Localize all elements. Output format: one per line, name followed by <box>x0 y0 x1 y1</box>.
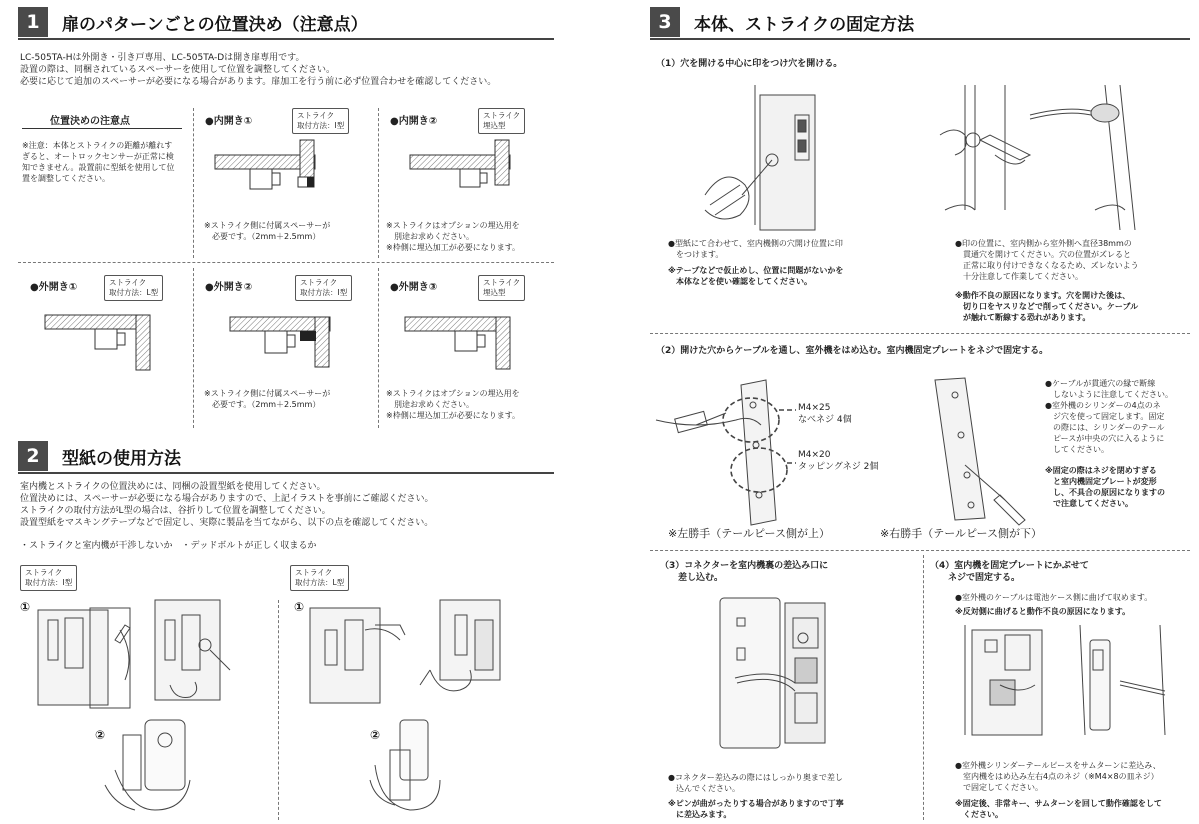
step-1-right-note: ●印の位置に、室内側から室外側へ直径38mmの 貫通穴を開けてください。穴の位置がズレると 正常に取り付けできなくなるため、ズレないよう 十分注意して作業してください。 <box>955 239 1139 281</box>
intro-line: 位置決めには、スペーサーが必要になる場合がありますので、上記イラストを事前にご確認ください。 <box>20 494 434 504</box>
step-4-bottom-warning: ※固定後、非常キー、サムターンを回して動作確認をして ください。 <box>955 799 1162 819</box>
indoor-plate-illustration <box>905 375 1035 525</box>
intro-line: 必要に応じて追加のスペーサーが必要になる場合があります。扉加工を行う前に必ず位置合わせを確認してください。 <box>20 77 497 87</box>
section-2-header <box>18 440 554 474</box>
divider <box>923 555 924 820</box>
right-hand-label: ※右勝手（テールピース側が下） <box>880 527 1043 540</box>
template-right-box: ストライク 取付方法：L型 <box>290 565 349 591</box>
pattern-inner-1-box: ストライク 取付方法：I型 <box>292 108 349 134</box>
pattern-outer-3-diagram <box>400 305 540 375</box>
section-2-intro <box>20 481 554 529</box>
pattern-outer-3-box: ストライク 埋込型 <box>478 275 525 301</box>
template-right-illustration <box>290 600 540 820</box>
template-left-illustration <box>20 600 270 820</box>
pattern-outer-2-title: ●外開き② <box>205 282 253 293</box>
pattern-inner-2-box: ストライク 埋込型 <box>478 108 525 134</box>
section-1-title: 扉のパターンごとの位置決め（注意点） <box>62 14 368 35</box>
section-1-header <box>18 6 554 40</box>
mount-illustration <box>960 625 1175 740</box>
section-1-intro <box>20 52 554 88</box>
pattern-inner-2-title: ●内開き② <box>390 116 438 127</box>
step-2-warning: ※固定の際はネジを閉めすぎる と室内機固定プレートが変形 し、不具合の原因になりますの で注意してください。 <box>1045 466 1165 508</box>
step-4-warning: ※反対側に曲げると動作不良の原因になります。 <box>955 607 1131 616</box>
step-1-marker: ① <box>294 600 305 614</box>
pattern-outer-3-title: ●外開き③ <box>390 282 438 293</box>
divider <box>378 268 379 428</box>
pattern-inner-1-note: ※ストライク側に付属スペーサーが 必要です。（2mm＋2.5mm） <box>204 221 331 241</box>
connector-illustration <box>715 598 830 748</box>
step-2-marker: ② <box>370 728 381 742</box>
caution-text: ※注意：本体とストライクの距離が離れすぎると、オートロックセンサーが正常に検知できません。設置前に型紙を使用して位置を調整してください。 <box>22 141 175 183</box>
intro-line: 設置型紙をマスキングテープなどで固定し、実際に製品を当てながら、以下の点を確認してください。 <box>20 518 434 528</box>
pattern-inner-1-diagram <box>210 135 350 205</box>
intro-line: 室内機とストライクの位置決めには、同梱の設置型紙を使用してください。 <box>20 482 326 492</box>
template-left-box: ストライク 取付方法：I型 <box>20 565 77 591</box>
step-4-note: ●室外機のケーブルは電池ケース側に曲げて収めます。 <box>955 593 1153 602</box>
step-3-title: （3）コネクターを室内機裏の差込み口に 差し込む。 <box>660 561 829 583</box>
divider <box>650 333 1190 334</box>
check-points: ・ストライクと室内機が干渉しないか ・デッドボルトが正しく収まるか <box>20 541 317 551</box>
step-2-notes: ●ケーブルが貫通穴の縁で断線 しないように注意してください。 ●室外機のシリンダーの4点のネ ジ穴を使って固定します。固定 の際には、シリンダーのテール ピースが中央の穴に入るように してください。 <box>1045 379 1173 454</box>
pattern-outer-1-box: ストライク 取付方法：L型 <box>104 275 163 301</box>
intro-line: ストライクの取付方法がL型の場合は、谷折りして位置を調整してください。 <box>20 506 331 516</box>
step-4-bottom-note: ●室外機シリンダーテールピースをサムターンに差込み、 室内機をはめ込み左右4点のネジ（※M4×8の皿ネジ） で固定してください。 <box>955 761 1161 792</box>
step-1-left-note: ●型紙にて合わせて、室内機側の穴開け位置に印 をつけます。 <box>668 239 843 259</box>
screw-spec-1: M4×25 なべネジ 4個 <box>798 403 852 425</box>
drilling-illustration <box>935 85 1135 230</box>
pattern-outer-1-diagram <box>40 305 180 375</box>
screw-spec-2: M4×20 タッピングネジ 2個 <box>798 450 879 472</box>
step-2-title: （2）開けた穴からケーブルを通し、室外機をはめ込む。室内機固定プレートをネジで固定する。 <box>656 346 1049 356</box>
section-2-title: 型紙の使用方法 <box>62 448 181 469</box>
section-2-number: 2 <box>18 441 48 471</box>
section-1-number: 1 <box>18 7 48 37</box>
pattern-outer-2-box: ストライク 取付方法：I型 <box>295 275 352 301</box>
section-3-number: 3 <box>650 7 680 37</box>
pattern-outer-1-title: ●外開き① <box>30 282 78 293</box>
pattern-inner-2-note: ※ストライクはオプションの埋込用を 別途お求めください。 ※枠側に埋込加工が必要になります。 <box>386 221 521 252</box>
divider <box>18 262 554 263</box>
divider <box>193 108 194 258</box>
step-3-warning: ※ピンが曲がったりする場合がありますので丁寧 に差込みます。 <box>668 799 844 819</box>
divider <box>378 108 379 258</box>
pattern-outer-3-note: ※ストライクはオプションの埋込用を 別途お求めください。 ※枠側に埋込加工が必要になります。 <box>386 389 521 420</box>
divider <box>278 600 279 820</box>
left-hand-label: ※左勝手（テールピース側が上） <box>668 527 831 540</box>
step-1-title: （1）穴を開ける中心に印をつけ穴を開ける。 <box>656 59 843 69</box>
section-3-title: 本体、ストライクの固定方法 <box>694 14 915 35</box>
step-3-note: ●コネクター差込みの際にはしっかり奥まで差し 込んでください。 <box>668 773 843 793</box>
pattern-inner-1-title: ●内開き① <box>205 116 253 127</box>
section-3-header <box>650 6 1190 40</box>
marking-illustration <box>700 85 840 230</box>
pattern-outer-2-diagram <box>225 305 365 375</box>
pattern-outer-2-note: ※ストライク側に付属スペーサーが 必要です。（2mm＋2.5mm） <box>204 389 331 409</box>
step-1-marker: ① <box>20 600 31 614</box>
step-1-left-warning: ※テープなどで仮止めし、位置に問題がないかを 本体などを使い確認をしてください。 <box>668 266 844 286</box>
pattern-inner-2-diagram <box>405 135 545 205</box>
divider <box>193 268 194 428</box>
intro-line: LC-505TA-Hは外開き・引き戸専用、LC-505TA-Dは開き扉専用です。 <box>20 53 305 63</box>
step-4-title: （4）室内機を固定プレートにかぶせて ネジで固定する。 <box>930 561 1089 583</box>
divider <box>650 550 1190 551</box>
caution-title: 位置決めの注意点 <box>50 116 130 127</box>
step-2-marker: ② <box>95 728 106 742</box>
intro-line: 設置の際は、同梱されているスペーサーを使用して位置を調整してください。 <box>20 65 336 75</box>
step-1-right-warning: ※動作不良の原因になります。穴を開けた後は、 切り口をヤスリなどで削ってください。ケーブル が触れて断線する恐れがあります。 <box>955 291 1139 322</box>
